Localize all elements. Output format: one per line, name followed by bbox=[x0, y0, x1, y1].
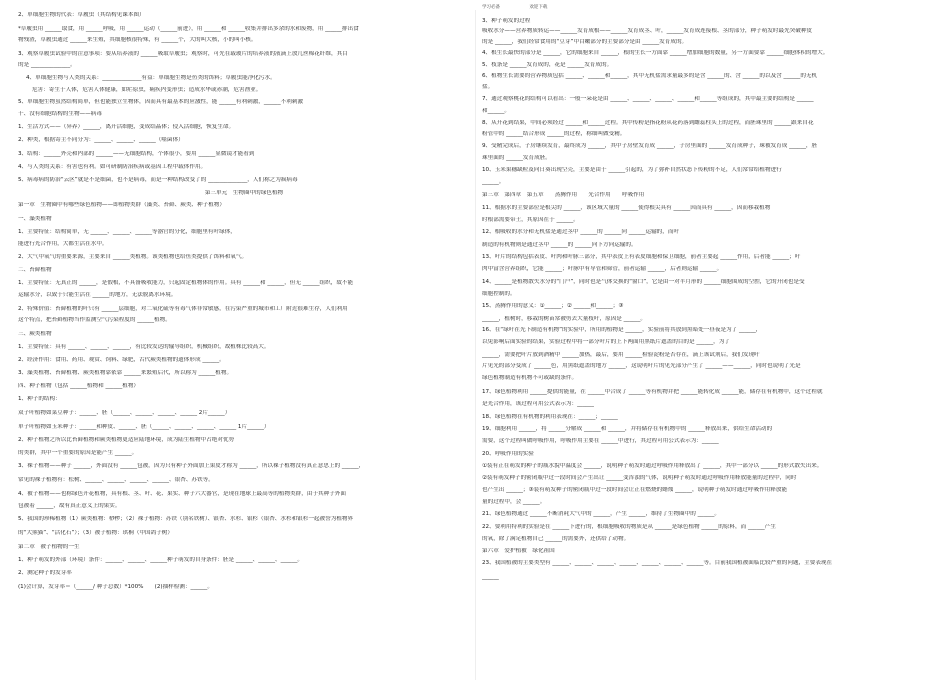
right-text-line: 15、蒸腾作用的意义：①______；② ______和______；③ bbox=[482, 303, 624, 309]
right-text-line: 也产生出 ______；③装有萌发种子的密闭瓶中过一段时间会让正在燃烧的蜡烛 ______，说明种子萌发时通过呼吸作用释放能 bbox=[482, 487, 788, 493]
left-text-line: 第二章 被子植物的一生 bbox=[18, 544, 80, 550]
left-text-line: 1、主要特征：无真正的 ______，是假根，不具备吸收能力，只起固定植物体的作用。具有 ______和 ______，但无 ______组织，故不能 bbox=[18, 280, 354, 286]
left-text-line: 常见的裸子植物有：松树、______、______、______、______、银杏、苏铁等。 bbox=[18, 477, 214, 483]
left-text-line: 危害：寄生于人体，危害人体健康，如疟原虫，痢疾内变形虫；造成水华或赤潮，危害渔业。 bbox=[32, 87, 262, 93]
right-text-line: 肉中富含营养组织，它能 ______；叶脉中有导管和筛管，前者运输 ______，后者则运输 ______。 bbox=[482, 266, 723, 272]
left-text-line: 二、苔藓植物 bbox=[18, 267, 52, 273]
right-text-line: 绿色植物制造有机物不可或缺的条件。 bbox=[482, 375, 578, 381]
left-text-line: 一、藻类植物 bbox=[18, 216, 52, 222]
left-text-line: 2、经济作用：食用、药用、观赏、饲料、绿肥，古代蕨类植物的遗体形成 ______。 bbox=[18, 357, 225, 363]
right-text-line: 盐。 bbox=[482, 84, 494, 90]
right-text-line: 需要，这个过程叫做呼吸作用，呼吸作用主要在 ______中进行，其过程可用公式表示为：______ bbox=[482, 438, 719, 444]
right-text-line: 7、通过观察桃花的结构可以看出：一般一朵花是由 ______、______、______、______和______等组成的，其中最主要的结构是 ______ bbox=[482, 96, 814, 102]
left-text-line: (1)会计算，发芽率＝（______/ 种子总数）*100% (2)抽样检测：______。 bbox=[18, 584, 213, 590]
right-text-line: 珠里面的 ______发育成胚。 bbox=[482, 155, 551, 161]
left-text-line: 第三单元 生物圈中的绿色植物 bbox=[204, 190, 284, 196]
left-text-line: 这个特点，把苔藓植物当作监测空气污染程度的 ______植物。 bbox=[18, 317, 171, 323]
header-text-2: 欢迎下载 bbox=[529, 5, 548, 10]
left-text-line: 3、裸子植物——种子 ______，外面没有 ______包被，因为只有种子外面加上果皮才称为 ______，所以裸子植物没有真正意思上的 ______， bbox=[18, 463, 365, 469]
left-text-line: 4、单细胞生物与人类的关系：______________有益：单细胞生物是鱼类的饵料；草履虫能净化污水。 bbox=[26, 75, 276, 81]
right-text-line: 6、植物生长需要的营养物质包括 ______、______和______，其中无机盐需求量最多的是含 ______的、含 ______的以及含 ______的无机 bbox=[482, 73, 818, 79]
left-text-line: 2、单细胞生物的代表：草履虫（其结构见课本图） bbox=[18, 12, 145, 18]
left-text-line: 2、种子植物之所以比苔藓植物和蕨类植物更适应陆地环境，成为陆生植物中占绝对优势 bbox=[18, 437, 235, 443]
left-text-line: 1、主要特征：具有 ______、______、______，有比较发达的输导组织，机械组织，故植株比较高大。 bbox=[18, 344, 270, 350]
left-text-line: 1、主要特征：结构简单，无 ______、______、______等器官的分化，细胞里有叶绿体， bbox=[18, 229, 236, 235]
right-text-line: ②装有萌发种子的密闭瓶中过一段时间会产生出让 ______变浑浊的气体，说明种子萌发时通过呼吸作用释放能量的过程中，同时 bbox=[482, 475, 797, 481]
left-text-line: 双子叶植物如菜豆种子：______、胚（______、______、______、______ 2片______） bbox=[18, 410, 231, 416]
right-text-line: 22、要利用特利的实验是在 ______下进行的，根细胞吸收的物质是从 ______是绿色植物 ______的原料，而 ______产生 bbox=[482, 524, 776, 530]
right-text-line: 片见光的部分变成了 ______色，用黑纸遮盖的地方 ______，这说明叶片的见光部分产生了 ______——______，同时也说明了光是 bbox=[482, 363, 801, 369]
left-text-line: 3、结构：______外壳和内部的 ______——无细胞结构，个体很小，要用 ______显微镜才能看到 bbox=[18, 151, 255, 157]
right-text-line: ______，植树时，移栽的树苗常被剪去大量枝叶，原因是 ______。 bbox=[482, 316, 646, 322]
right-text-line: 4、根生长最快的部分是 ______，它的细胞来自 ______，根的生长一方面靠 ______增加细胞的数量，另一方面要靠 ______细胞体积的增大。 bbox=[482, 50, 829, 56]
left-text-line: 4、被子植物——也称绿色开花植物，具有根、茎、叶、花、果实、种子六大器官，是现在地球上最高等的植物类群，由于其种子外面 bbox=[18, 491, 346, 497]
header-text-1: 学习必备 bbox=[482, 5, 500, 10]
left-text-line: 2、测定种子的发芽率 bbox=[18, 570, 72, 576]
right-text-line: ______ bbox=[482, 574, 499, 580]
right-text-line: 和______。 bbox=[482, 108, 510, 114]
right-text-line: 12、根吸收的水分和无机盐是通过茎中 ______的 ______向 ______运输的，而叶 bbox=[482, 229, 680, 235]
right-text-line: 的是 ______，我们经常食用的“豆芽”中白嫩部分的主要部分是由 ______发育成的。 bbox=[482, 39, 688, 45]
left-text-line: 物残渣，草履虫通过 ______来生殖，其细胞核很特殊，有 ______个，大的叫大核，小的叫小核。 bbox=[18, 37, 257, 43]
right-text-line: 10、玉米果穗缺粒及向日葵出现空壳，主要是由于 ______引起的，为了弥补自然状态下传粉的不足，人们常常给植物进行 bbox=[482, 167, 782, 173]
right-text-line: 9、受精完成后，子房继续发育，最终成为 ______，其中子房壁发育成 ______，子房里面的 ______发育成种子，珠被发育成 ______，胚 bbox=[482, 143, 818, 149]
right-text-line: 16、在“绿叶在光下制造有机物”的实验中，所用的植物是 ______，实验前将其放到黑暗处一昼夜是为了 ______， bbox=[482, 327, 762, 333]
right-text-line: 23、我国植被的主要类型有 ______、______、______、______、______、______、______等。目前我国植被面临比较严重的问题，主要表现在 bbox=[482, 560, 833, 566]
right-text-line: 11、根据水的主要部位是根尖的 ______，该区域大量的 ______使得根尖具有 ______因而具有 ______，因而移栽植物 bbox=[482, 205, 771, 211]
left-text-line: 5、单细胞生物虽然结构简单，但也能独立生物体，因而具有最基本的应激性，能 ______有利刺激，______不利刺激 bbox=[18, 99, 304, 105]
left-text-line: 1、生活方式——（异养）______，离开活细胞，变成结晶体；侵入活细胞，恢复生命。 bbox=[18, 124, 235, 130]
right-text-line: ______，需要把叶片放到酒精中 ______加热，最后，要用 ______检验淀粉是否存在，滴上该试剂后，我们发现叶 bbox=[482, 352, 760, 358]
right-text-line: 制造的有机物则是通过茎中 ______的 ______向下方向运输的。 bbox=[482, 242, 637, 248]
left-text-line: 3、藻类植物、苔藓植物、蕨类植物靠依靠 ______来繁殖后代，所以称为 ______植物。 bbox=[18, 370, 233, 376]
left-text-line: 1、种子的结构： bbox=[18, 396, 61, 402]
left-text-line: 包被着 ______，故有真正意义上的果实。 bbox=[18, 503, 121, 509]
page-header bbox=[482, 4, 934, 10]
right-text-line: ______。 bbox=[482, 179, 505, 185]
right-text-line: 第三章 第四章 第五章 蒸腾作用 光合作用 呼吸作用 bbox=[482, 192, 645, 198]
right-text-line: 3、种子萌发的过程 bbox=[482, 18, 531, 24]
left-text-line: 的“大熊猫”、“活化石”）；（3）被子植物：珙桐（中国鸽子树） bbox=[18, 530, 173, 536]
right-text-line: 19、细胞利用 ______，将 ______分解成 ______和 ______，并将储存在有机物中的 ______释放出来，供给生命活动的 bbox=[482, 426, 773, 432]
right-text-line: 8、从开花到结果，中间必须经过 ______和______过程。其中传粉是指花粉从花药落到雌蕊柱头上的过程，而胚珠里的 ______跟来自花 bbox=[482, 120, 814, 126]
right-text-line: 时根部需要带土，其原因在于 ______。 bbox=[482, 217, 579, 223]
left-text-line: 4、与人类的关系：有害也有利。如可研制防治疾病或基因工程中载体作用。 bbox=[18, 164, 207, 170]
right-text-line: 20、呼吸作用的实验 bbox=[482, 451, 534, 457]
left-text-line: 第一章 生物圈中有哪些绿色植物——即植物类群（藻类、苔藓、蕨类、种子植物） bbox=[18, 202, 225, 208]
right-text-line: 的氧，除了满足植物自己 ______的需要外，还供给了动物。 bbox=[482, 536, 630, 542]
left-text-line: 2、特殊价值：苔藓植物的叶只有 ______层细胞，对二氧化硫等有毒气体非常敏感，在污染严重的城市和工厂附近很难生存，人们利用 bbox=[18, 306, 348, 312]
left-text-line: 5、我国的珍稀植物（1）蕨类植物：桫椤；（2）裸子植物：苏铁（别名铁树）、银杏、水杉、银杉（银杏、水杉和银杉一起被誉为植物界 bbox=[18, 516, 354, 522]
left-text-line: 2、种类，根据寄主不同分为：______、______、______（噬菌体） bbox=[18, 137, 184, 143]
left-text-line: 的类群，其中一个重要的原因是能产生 ______。 bbox=[18, 450, 138, 456]
right-text-line: 细胞控制的。 bbox=[482, 291, 516, 297]
right-text-line: 粉管中的 ______结合形成 ______的过程，称细叫做受精。 bbox=[482, 131, 626, 137]
right-text-line: 18、绿色植物在有机物的利用表现在：______；______ bbox=[482, 414, 618, 420]
right-text-line: 量的过程中，会 ______。 bbox=[482, 499, 546, 505]
right-text-line: 吸收水分——营养物质转运——______发育成根——______发育成茎、叶，______发育成连接根、茎的部分，种子萌发时最先突破种皮 bbox=[482, 28, 813, 34]
left-text-line: *草履虫用 ______取食，用 ______呼吸，用 ______运动（______前进），用 ______和 ______收集并排出多余的水和废物，用 ______排出食 bbox=[18, 26, 359, 32]
right-text-line: 是光合作用，该过程可用公式表示为：______ bbox=[482, 401, 594, 407]
right-text-line: 13、叶片的结构包括表皮、叶肉和叶脉三部分，其中表皮上有表皮细胞和保卫细胞，前者主要起 ______作用，后者能 ______；叶 bbox=[482, 254, 801, 260]
left-text-line: 2、大气中氧气的重要来源，主要来自 ______类植物。该类植物也给鱼类提供了饵料和氧气。 bbox=[18, 254, 248, 260]
right-text-line: 第六章 爱护植被 绿化祖国 bbox=[482, 548, 555, 554]
left-text-line: 三、蕨类植物 bbox=[18, 331, 52, 337]
left-text-line: 1、种子萌发的外部（环境）条件：______、______、______种子萌发的自身条件：胚是 ______、______、______。 bbox=[18, 557, 304, 563]
left-text-line: 5、病毒病的防治“云区”就是不是细菌，也不是病毒，而是一种结构改变了的 ______________，人们称之为疯病毒 bbox=[18, 177, 298, 183]
right-text-line: 17、绿色植物利用 ______提供的能量，在 ______中合成了 ______等有机物并把 ______能转化成 ______能，储存在有机物中，这个过程就 bbox=[482, 389, 823, 395]
right-text-line: ①装有正在萌发的种子的瓶水貌中温度会 ______，说明种子萌发时通过呼吸作用释放出了 ______，其中一部分以 ______的形式散失出来。 bbox=[482, 463, 823, 469]
left-text-line: 的是 ______________。 bbox=[18, 62, 76, 68]
right-text-line: 5、枝条是 ______发育成的，花是 ______发育成的。 bbox=[482, 62, 613, 68]
right-text-line: 21、绿色植物通过 ______不断消耗大气中的 ______，产生 ______，维持了生物圈中的 ______。 bbox=[482, 511, 720, 517]
column-divider bbox=[475, 10, 476, 680]
left-text-line: 单子叶植物如玉米种子：______和种皮、______、胚（______、______、______、______ 1片______） bbox=[18, 424, 270, 430]
left-text-line: 运输水分，以致于只能生活在 ______的地方，无法脱离水环境。 bbox=[18, 292, 177, 298]
right-text-line: 14、______是植物散失水分的“门户”，同时也是气体交换的“窗口”，它是由一对半月形的 ______细胞围成的空腔，它的开闭也是受 bbox=[482, 279, 805, 285]
left-text-line: 十、没有细胞结构的生物——病毒 bbox=[18, 111, 102, 117]
right-text-line: 以免影响后面实验的结果，实验过程中将一部分叶片的上下两面用黑纸片遮盖的目的是 ______，为了 bbox=[482, 339, 730, 345]
left-text-line: 能进行光合作用，大都生活在水中。 bbox=[18, 241, 108, 247]
left-text-line: 四、种子植物（包括 ______植物和 ______植物） bbox=[18, 383, 140, 389]
left-text-line: 3、观察草履虫试验中的注意事项：要从培养液的 ______吸取草履虫；观察时，可先在载玻片的培养液的液滴上放几丝棉花纤维，其目 bbox=[18, 51, 348, 57]
